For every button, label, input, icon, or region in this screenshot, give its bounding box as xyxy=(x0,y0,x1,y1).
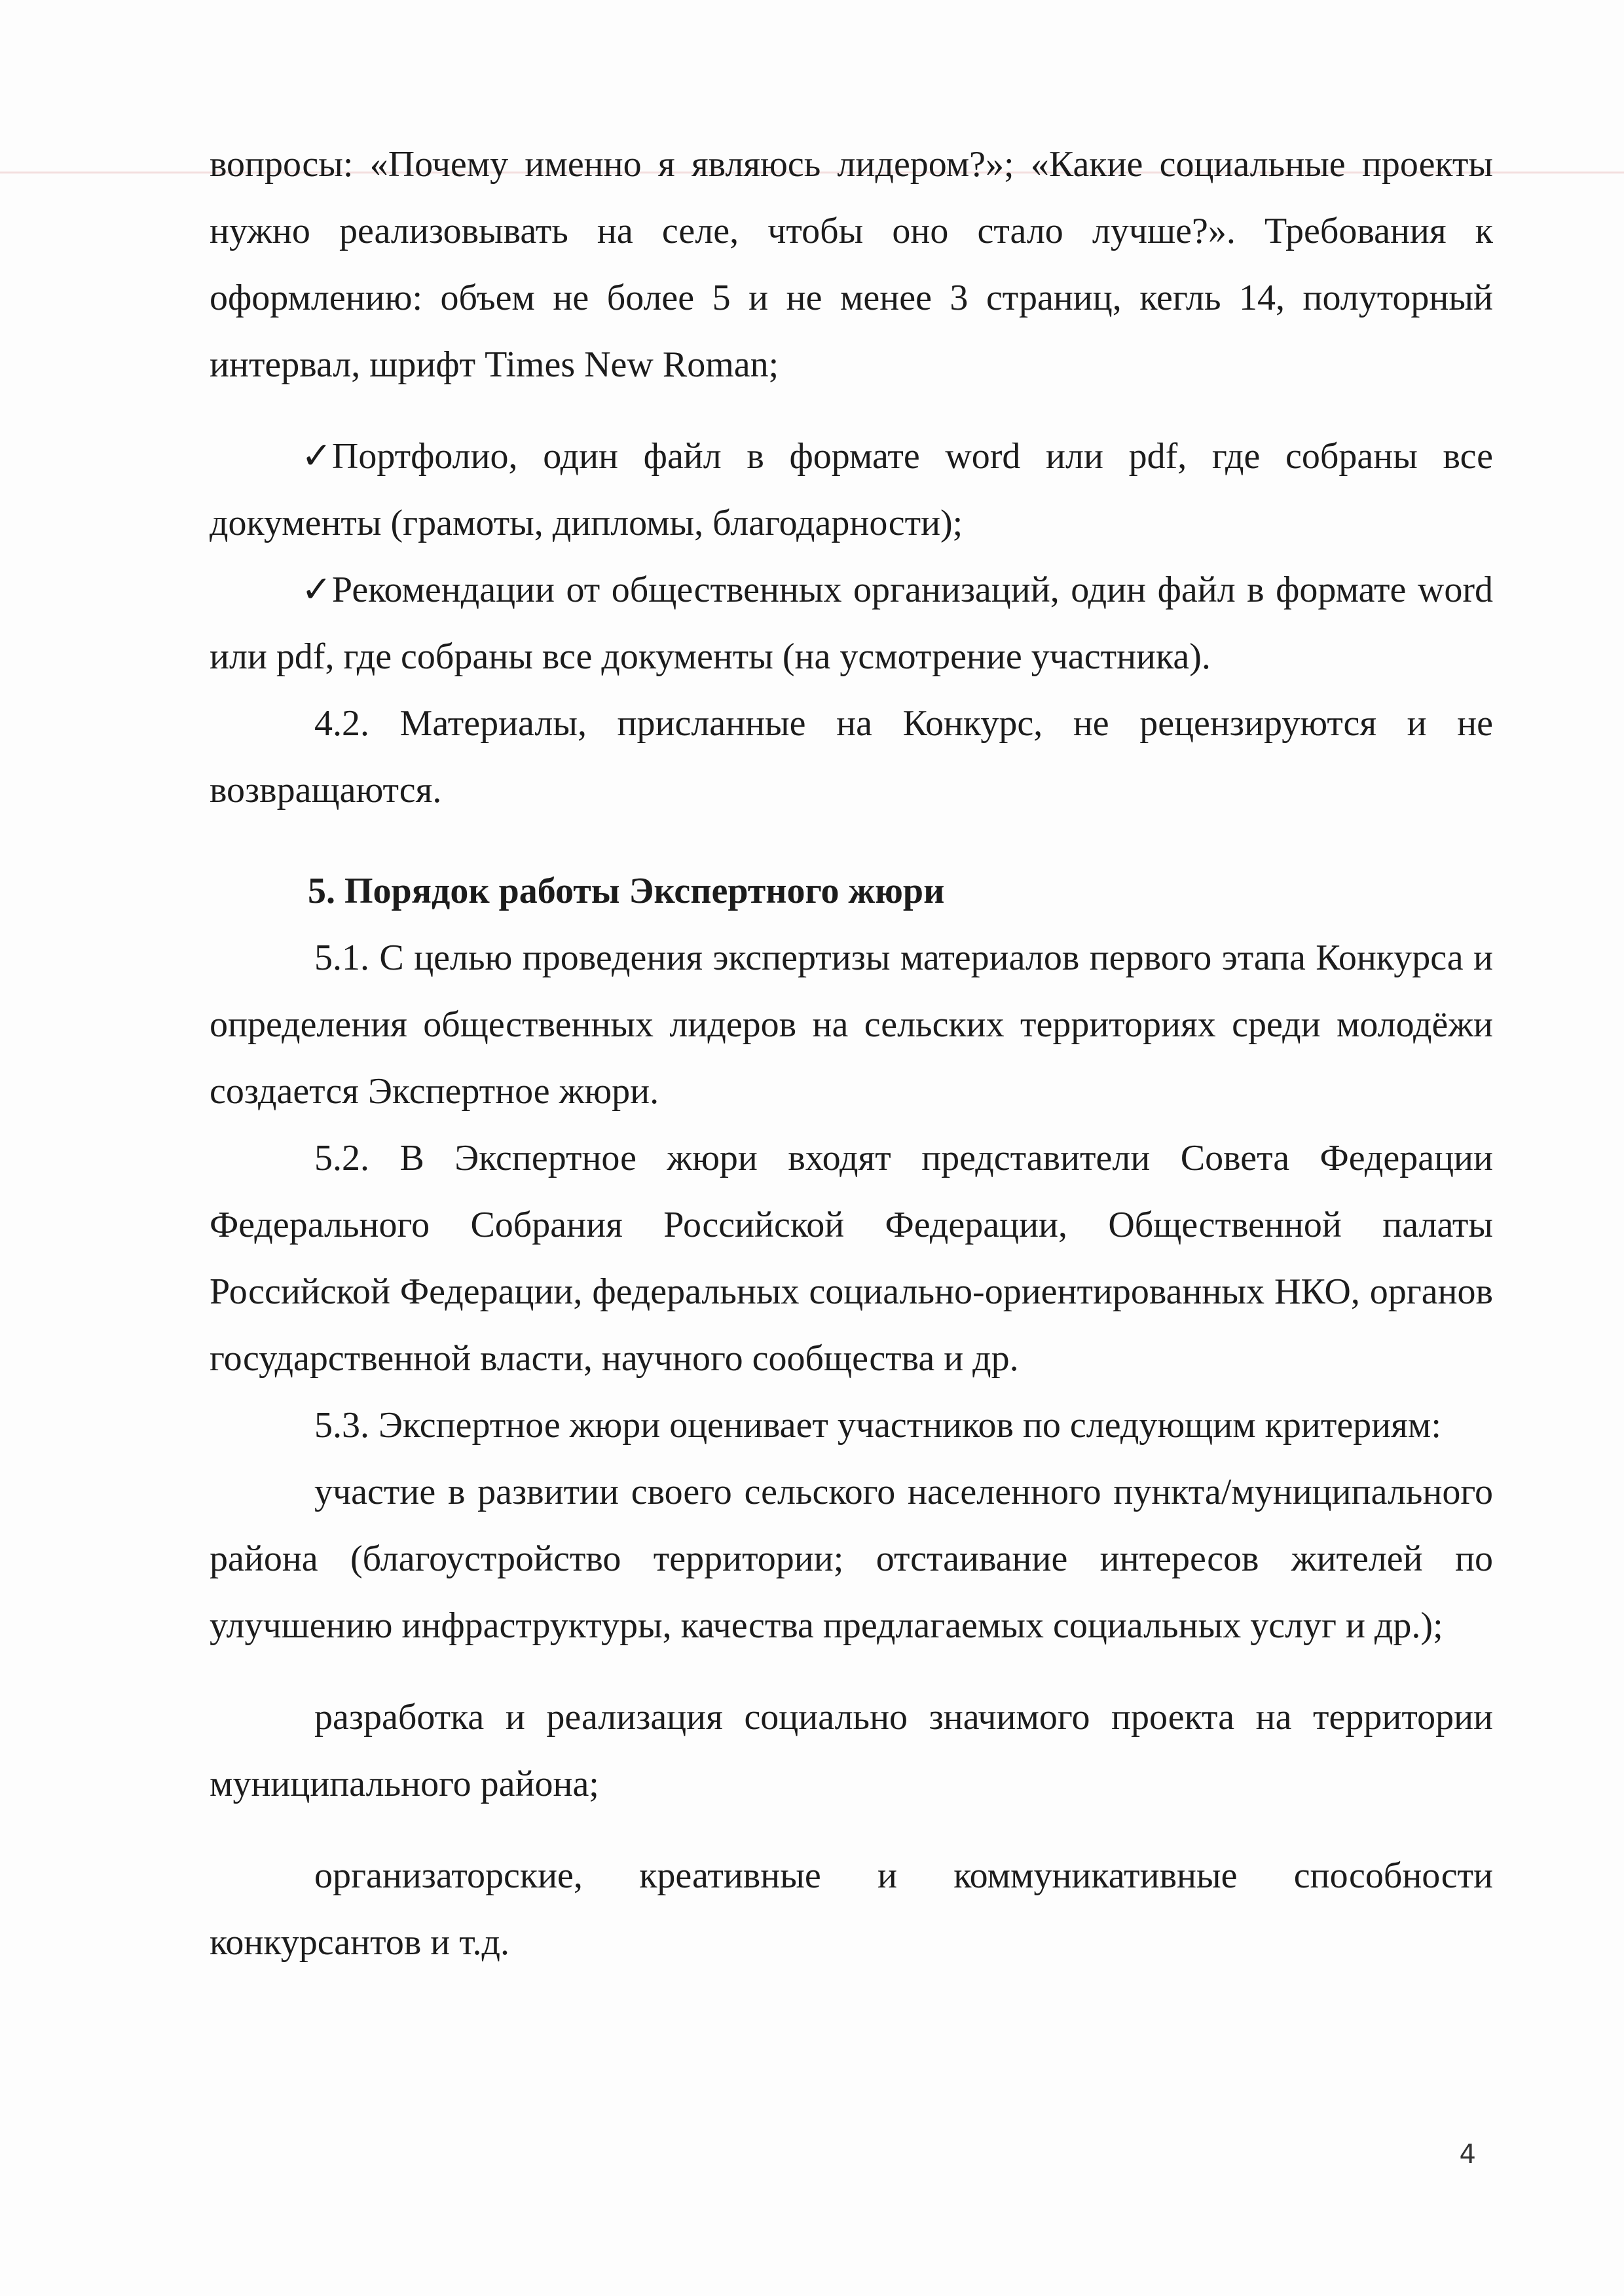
section-5-heading: 5. Порядок работы Экспертного жюри xyxy=(308,871,945,911)
document-body xyxy=(210,131,1493,1976)
page-number: 4 xyxy=(1459,2140,1476,2170)
checkmark-icon: ✓ xyxy=(301,570,332,610)
intro-paragraph: вопросы: «Почему именно я являюсь лидером?»; «Какие социальные проекты нужно реализовывать на селе, чтобы оно стало лучше?». Требования к оформлению: объем не более 5 и не менее 3 страниц, кегль 14, полуторный интервал, шрифт Times New Roman; xyxy=(210,144,1493,385)
clause-5-1: 5.1. С целью проведения экспертизы материалов первого этапа Конкурса и определения общественных лидеров на сельских территориях среди молодёжи создается Экспертное жюри. xyxy=(210,938,1493,1112)
clause-5-2: 5.2. В Экспертное жюри входят представители Совета Федерации Федерального Собрания Российской Федерации, Общественной палаты Российской Федерации, федеральных социально-ориентированных НКО, органов государственной власти, научного сообщества и др. xyxy=(210,1138,1493,1379)
checkmark-icon: ✓ xyxy=(301,436,332,477)
checklist-item-text: Рекомендации от общественных организаций, один файл в формате word или pdf, где собраны все документы (на усмотрение участника). xyxy=(210,570,1493,677)
criterion-participation: участие в развитии своего сельского населенного пункта/муниципального района (благоустройство территории; отстаивание интересов жителей по улучшению инфраструктуры, качества предлагаемых социальных услуг и др.); xyxy=(210,1472,1493,1646)
clause-4-2: 4.2. Материалы, присланные на Конкурс, не рецензируются и не возвращаются. xyxy=(210,703,1493,811)
criterion-abilities: организаторские, креативные и коммуникативные способности конкурсантов и т.д. xyxy=(210,1855,1493,1963)
checklist-item-text: Портфолио, один файл в формате word или pdf, где собраны все документы (грамоты, дипломы, благодарности); xyxy=(210,436,1493,543)
checklist-item-recommendations xyxy=(210,556,1493,690)
clause-5-3: 5.3. Экспертное жюри оценивает участников по следующим критериям: xyxy=(314,1405,1441,1446)
criterion-project: разработка и реализация социально значимого проекта на территории муниципального района; xyxy=(210,1697,1493,1804)
checklist-item-portfolio xyxy=(210,423,1493,556)
